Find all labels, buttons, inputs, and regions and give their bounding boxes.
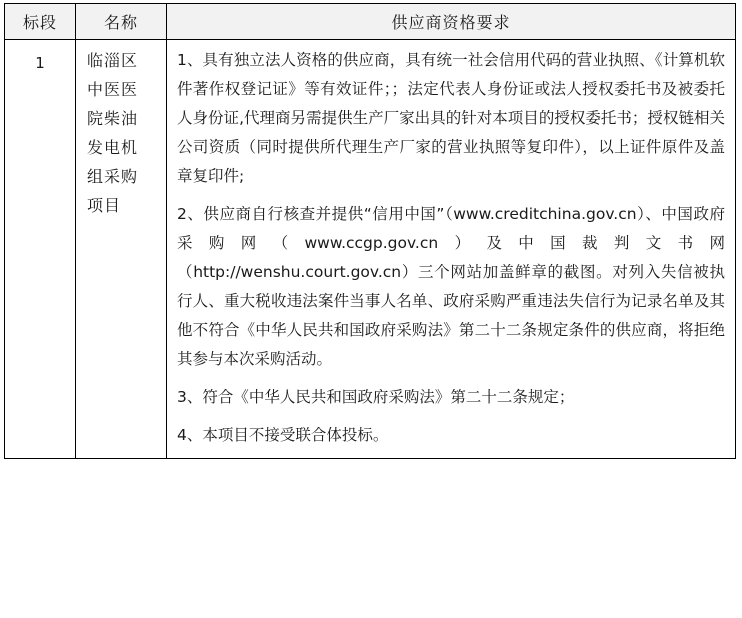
qualification-table-container bbox=[4, 3, 735, 615]
header-requirements: 供应商资格要求 bbox=[167, 4, 736, 40]
project-name-line: 临淄区 bbox=[87, 51, 139, 70]
segment-cell: 1 bbox=[5, 40, 76, 459]
requirement-item-1: 1、具有独立法人资格的供应商，具有统一社会信用代码的营业执照、《计算机软件著作权登记证》等有效证件；；法定代表人身份证或法人授权委托书及被委托人身份证,代理商另需提供生产厂家出具的针对本项目的授权委托书；授权链相关公司资质（同时提供所代理生产厂家的营业执照等复印件），以上证件原件及盖章复印件; bbox=[177, 51, 725, 185]
project-name-line: 组采购 bbox=[87, 167, 139, 186]
requirement-item-4: 4、本项目不接受联合体投标。 bbox=[177, 426, 389, 444]
requirements-cell bbox=[167, 40, 736, 459]
project-name-line: 院柴油 bbox=[87, 109, 139, 128]
requirement-item-3: 3、符合《中华人民共和国政府采购法》第二十二条规定； bbox=[177, 388, 575, 406]
project-name-line: 项目 bbox=[87, 196, 122, 215]
project-name-line: 发电机 bbox=[87, 138, 139, 157]
table-row bbox=[5, 40, 736, 459]
supplier-qualification-table bbox=[4, 3, 736, 459]
header-segment: 标段 bbox=[5, 4, 76, 40]
table-header-row bbox=[5, 4, 736, 40]
requirement-item-2: 2、供应商自行核查并提供“信用中国”（www.creditchina.gov.cn）、中国政府采购网（www.ccgp.gov.cn）及中国裁判文书网（http://wenshu.court.gov.cn）三个网站加盖鲜章的截图。对列入失信被执行人、重大税收违法案件当事人名单、政府采购严重违法失信行为记录名单及其他不符合《中华人民共和国政府采购法》第二十二条规定条件的供应商，将拒绝其参与本次采购活动。 bbox=[177, 205, 725, 368]
project-name-cell bbox=[76, 40, 167, 459]
header-name: 名称 bbox=[76, 4, 167, 40]
project-name-line: 中医医 bbox=[87, 80, 139, 99]
